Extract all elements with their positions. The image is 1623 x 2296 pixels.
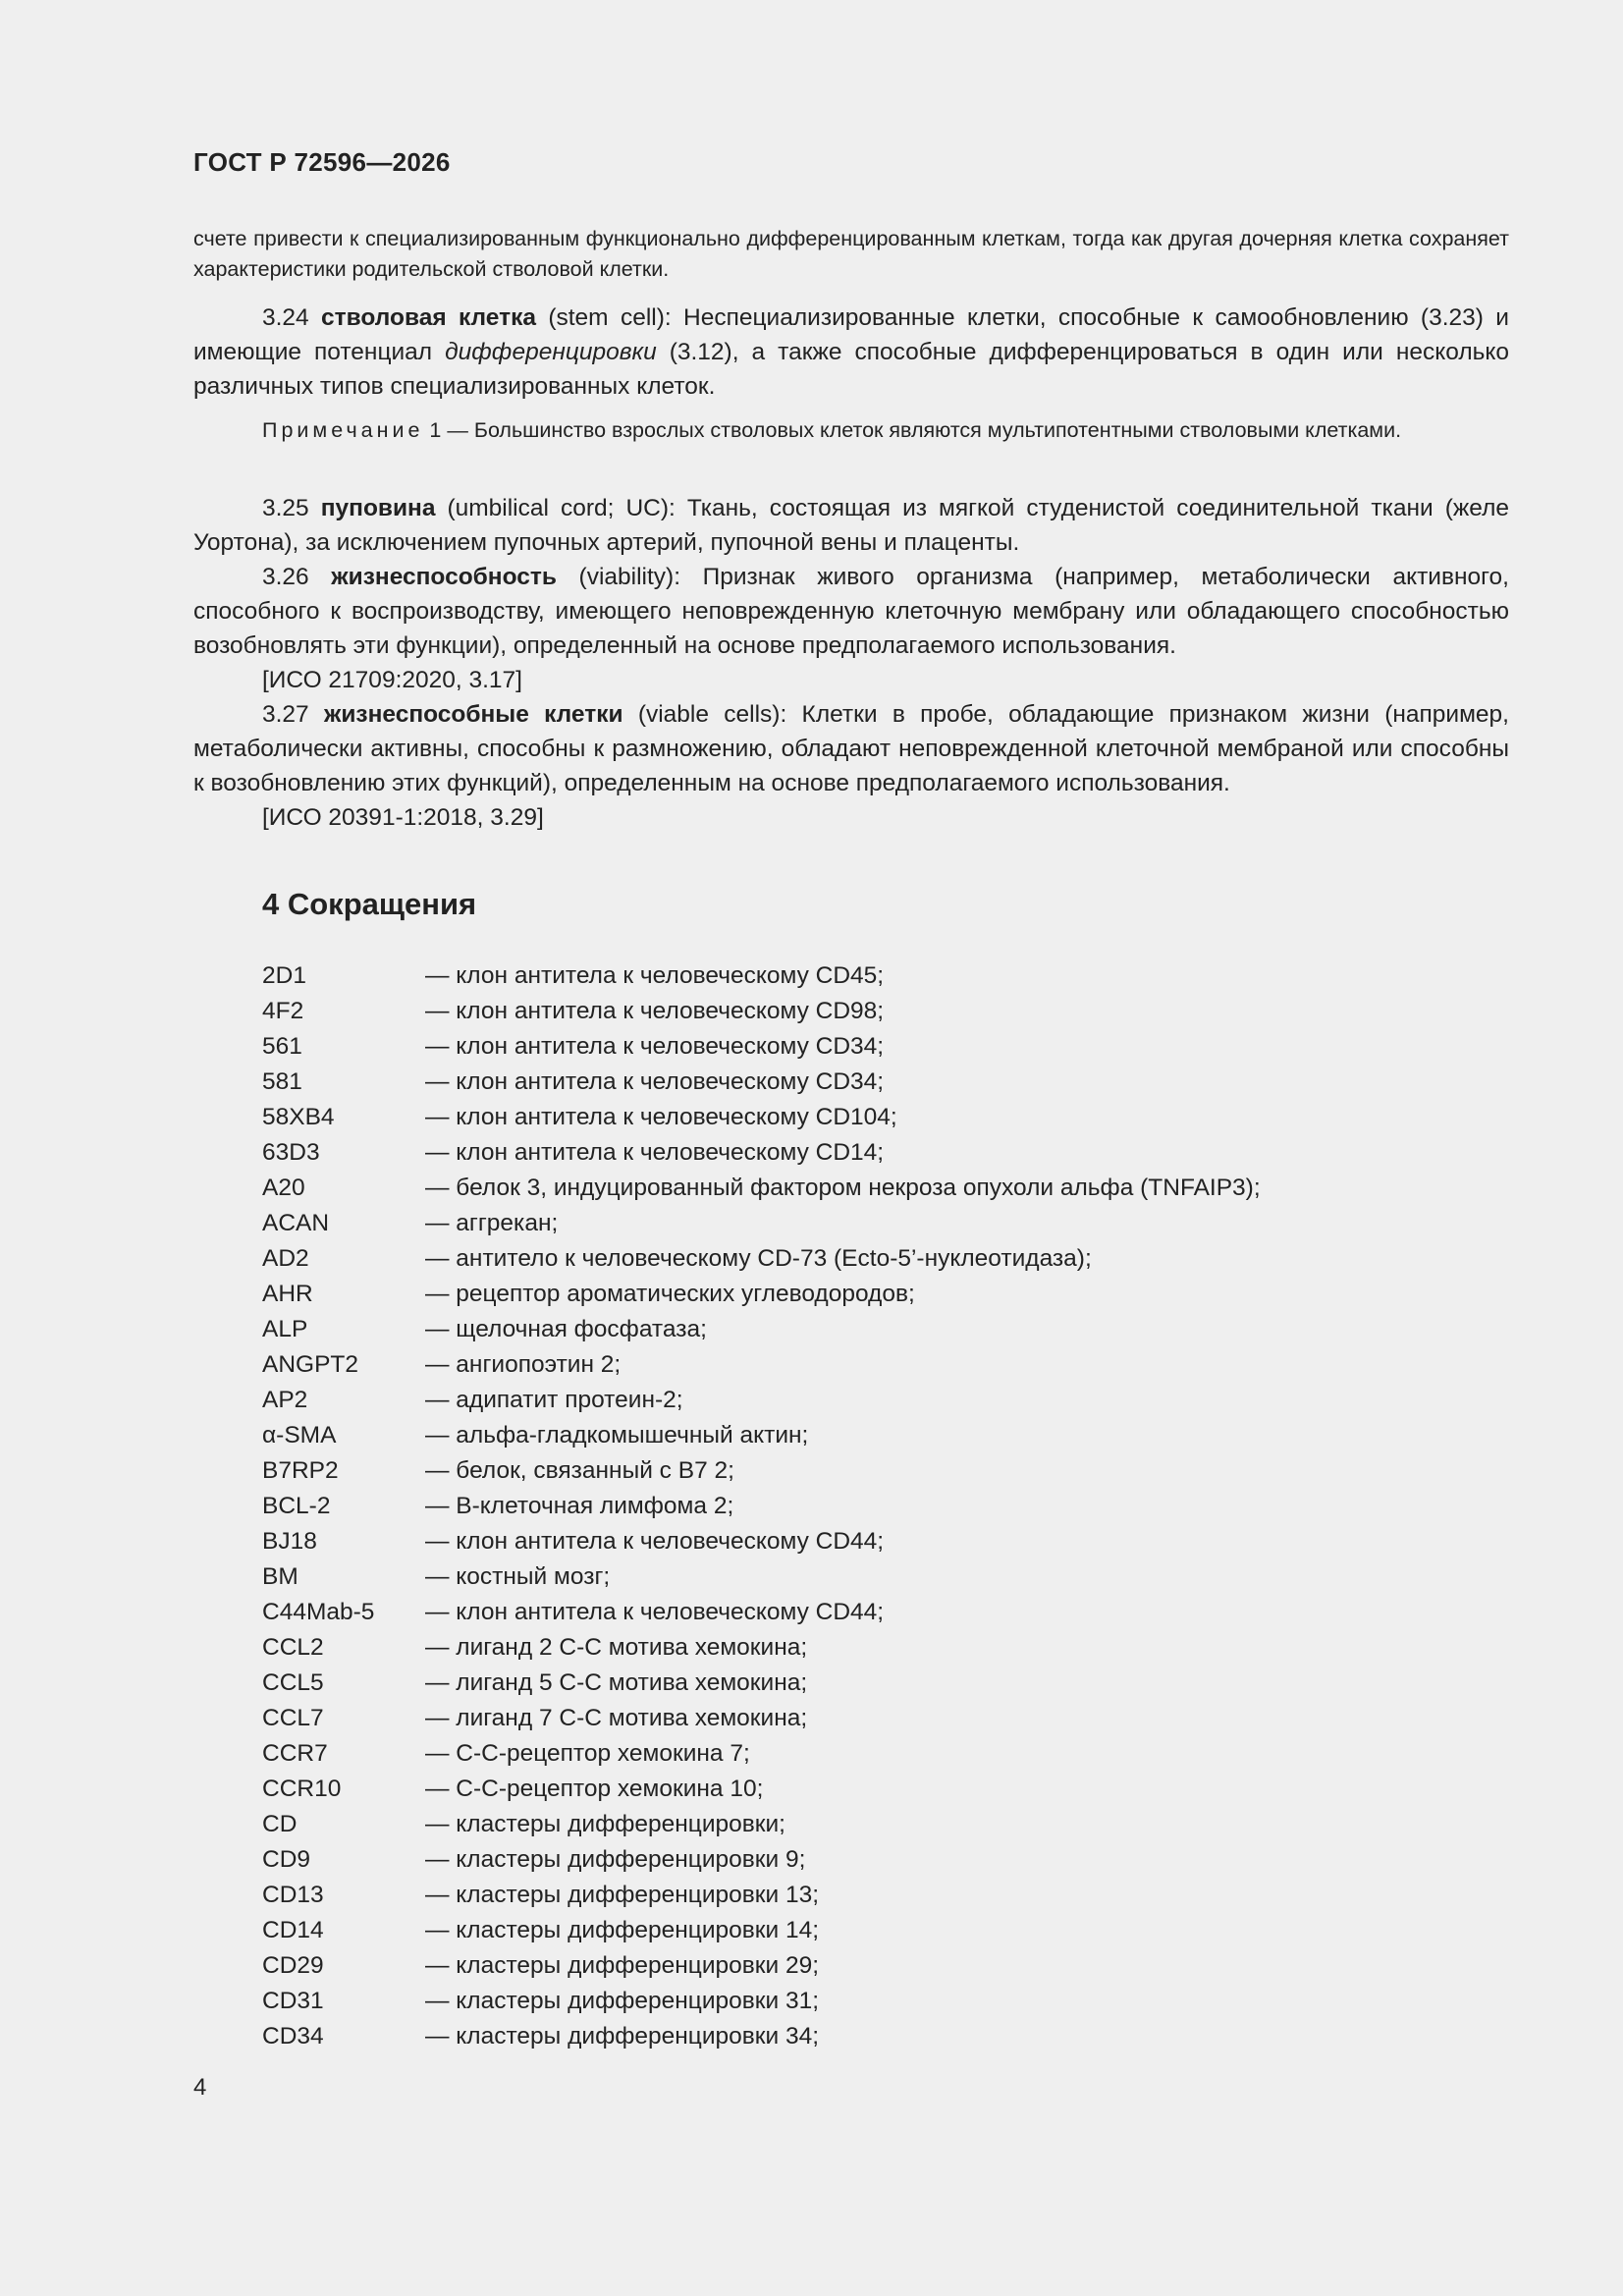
- term-name: жизнеспособность: [331, 564, 557, 590]
- term-number: 3.27: [262, 701, 324, 728]
- abbreviation-definition: — В-клеточная лимфома 2;: [425, 1493, 734, 1519]
- abbreviation-row: [262, 1630, 1261, 1666]
- abbreviation-term: 561: [262, 1033, 302, 1060]
- term-3-25-paragraph: [193, 491, 1509, 560]
- abbreviation-definition: — клон антитела к человеческому CD104;: [425, 1104, 897, 1130]
- abbreviation-term: CD: [262, 1811, 298, 1837]
- abbreviation-term: AP2: [262, 1387, 308, 1413]
- term-text-rest: (3.12), а также способные дифференцироваться в один или несколько различных типов специализированных клеток.: [193, 339, 1510, 400]
- term-italic: дифференцировки: [445, 339, 657, 365]
- abbreviation-term: CD14: [262, 1917, 324, 1943]
- abbreviation-definition: — белок 3, индуцированный фактором некроза опухоли альфа (TNFAIP3);: [425, 1175, 1261, 1201]
- abbreviation-definition: — клон антитела к человеческому CD14;: [425, 1139, 885, 1166]
- abbreviation-definition: — кластеры дифференцировки 31;: [425, 1988, 820, 2014]
- abbreviation-row: [262, 1029, 1261, 1065]
- abbreviation-definition: — кластеры дифференцировки 34;: [425, 2023, 820, 2050]
- abbreviation-definition: — клон антитела к человеческому CD44;: [425, 1528, 885, 1555]
- abbreviation-row: [262, 1418, 1261, 1453]
- abbreviation-definition: — кластеры дифференцировки 9;: [425, 1846, 806, 1873]
- abbreviation-row: [262, 1736, 1261, 1772]
- terms-block: [193, 491, 1509, 835]
- intro-paragraph: счете привести к специализированным функционально дифференцированным клеткам, тогда как другая дочерняя клетка сохраняет характеристики родительской стволовой клетки.: [193, 227, 1509, 281]
- abbreviation-term: CCR10: [262, 1776, 342, 1802]
- abbreviation-term: CD34: [262, 2023, 324, 2050]
- abbreviation-term: AD2: [262, 1245, 309, 1272]
- abbreviation-definition: — лиганд 7 C-C мотива хемокина;: [425, 1705, 808, 1731]
- abbreviation-term: BJ18: [262, 1528, 317, 1555]
- abbreviation-term: 58XB4: [262, 1104, 335, 1130]
- abbreviation-row: [262, 2019, 1261, 2054]
- abbreviation-definition: — клон антитела к человеческому CD34;: [425, 1033, 885, 1060]
- note-paragraph: [193, 415, 1509, 446]
- abbreviation-definition: — щелочная фосфатаза;: [425, 1316, 707, 1342]
- term-3-27-paragraph: [193, 697, 1509, 800]
- abbreviation-term: 2D1: [262, 962, 306, 989]
- abbreviation-definition: — альфа-гладкомышечный актин;: [425, 1422, 809, 1449]
- abbreviation-row: [262, 1701, 1261, 1736]
- abbreviation-definition: — ангиопоэтин 2;: [425, 1351, 622, 1378]
- abbreviation-term: CCL5: [262, 1669, 324, 1696]
- term-number: 3.26: [262, 564, 332, 590]
- abbreviation-definition: — кластеры дифференцировки 14;: [425, 1917, 820, 1943]
- abbreviation-term: BCL-2: [262, 1493, 331, 1519]
- abbreviation-row: [262, 1206, 1261, 1241]
- abbreviation-row: [262, 1312, 1261, 1347]
- term-text: (umbilical cord; UC): Ткань, состоящая из мягкой студенистой соединительной ткани (желе Уортона), за исключением пупочных артерий, пупочной вены и плаценты.: [193, 495, 1509, 556]
- abbreviation-definition: — белок, связанный с B7 2;: [425, 1457, 734, 1484]
- abbreviation-term: AHR: [262, 1281, 313, 1307]
- abbreviation-definition: — клон антитела к человеческому CD44;: [425, 1599, 885, 1625]
- abbreviation-term: B7RP2: [262, 1457, 339, 1484]
- abbreviation-definition: — кластеры дифференцировки 29;: [425, 1952, 820, 1979]
- abbreviation-row: [262, 1772, 1261, 1807]
- abbreviation-term: ALP: [262, 1316, 308, 1342]
- abbreviation-row: [262, 1489, 1261, 1524]
- term-3-26-paragraph: [193, 560, 1509, 663]
- note-block: [193, 415, 1509, 446]
- abbreviation-row: [262, 1984, 1261, 2019]
- abbreviation-term: 581: [262, 1068, 302, 1095]
- abbreviation-definition: — аггрекан;: [425, 1210, 559, 1236]
- intro-paragraph-block: [193, 224, 1509, 285]
- abbreviation-row: [262, 1913, 1261, 1948]
- abbreviation-definition: — антитело к человеческому CD-73 (Ecto-5’-нуклеотидаза);: [425, 1245, 1092, 1272]
- abbreviation-definition: — рецептор ароматических углеводородов;: [425, 1281, 915, 1307]
- abbreviation-row: [262, 1347, 1261, 1383]
- abbreviation-term: A20: [262, 1175, 305, 1201]
- abbreviation-definition: — лиганд 2 C-C мотива хемокина;: [425, 1634, 808, 1661]
- abbreviation-definition: — клон антитела к человеческому CD98;: [425, 998, 885, 1024]
- term-text: (stem cell): Неспециализированные клетки, способные к самообновлению (3.23) и имеющие потенциал: [193, 304, 1509, 365]
- abbreviation-term: ANGPT2: [262, 1351, 359, 1378]
- section-4-title: 4 Сокращения: [262, 887, 477, 921]
- term-number: 3.24: [262, 304, 322, 331]
- abbreviation-row: [262, 1666, 1261, 1701]
- abbreviation-row: [262, 1559, 1261, 1595]
- abbreviation-definition: — клон антитела к человеческому CD34;: [425, 1068, 885, 1095]
- note-text: 1 — Большинство взрослых стволовых клеток являются мультипотентными стволовыми клетками.: [423, 418, 1402, 442]
- term-3-24: [193, 301, 1509, 404]
- abbreviation-row: [262, 994, 1261, 1029]
- term-name: пуповина: [320, 495, 436, 521]
- abbreviation-row: [262, 1807, 1261, 1842]
- page-number: 4: [193, 2074, 207, 2101]
- abbreviation-definition: — C-C-рецептор хемокина 10;: [425, 1776, 764, 1802]
- abbreviation-term: CD9: [262, 1846, 311, 1873]
- abbreviation-list: [262, 958, 1261, 2054]
- abbreviation-term: CD29: [262, 1952, 324, 1979]
- abbreviation-row: [262, 1100, 1261, 1135]
- abbreviation-term: CCL7: [262, 1705, 324, 1731]
- abbreviation-term: CCR7: [262, 1740, 328, 1767]
- term-3-24-paragraph: [193, 301, 1509, 404]
- abbreviation-row: [262, 1453, 1261, 1489]
- abbreviation-term: 4F2: [262, 998, 304, 1024]
- abbreviation-term: CD13: [262, 1882, 324, 1908]
- abbreviation-row: [262, 1065, 1261, 1100]
- abbreviation-definition: — адипатит протеин-2;: [425, 1387, 683, 1413]
- term-text: (viable cells): Клетки в пробе, обладающие признаком жизни (например, метаболически активны, способны к размножению, обладают неповрежденной клеточной мембраной или способны к возобновлению этих функций), определенным на основе предполагаемого использования.: [193, 701, 1509, 796]
- document-header: ГОСТ Р 72596—2026: [193, 147, 451, 177]
- term-number: 3.25: [262, 495, 321, 521]
- abbreviation-row: [262, 1135, 1261, 1171]
- term-name: стволовая клетка: [321, 304, 536, 331]
- abbreviation-definition: — костный мозг;: [425, 1563, 611, 1590]
- abbreviation-term: 63D3: [262, 1139, 320, 1166]
- abbreviation-row: [262, 1241, 1261, 1277]
- term-3-27-reference: [ИСО 20391-1:2018, 3.29]: [262, 804, 544, 831]
- abbreviation-term: C44Mab-5: [262, 1599, 375, 1625]
- abbreviation-term: CCL2: [262, 1634, 324, 1661]
- abbreviation-row: [262, 1878, 1261, 1913]
- abbreviation-row: [262, 958, 1261, 994]
- abbreviation-term: CD31: [262, 1988, 324, 2014]
- abbreviation-term: ACAN: [262, 1210, 330, 1236]
- abbreviation-definition: — лиганд 5 C-C мотива хемокина;: [425, 1669, 808, 1696]
- abbreviation-definition: — кластеры дифференцировки;: [425, 1811, 785, 1837]
- abbreviation-definition: — C-C-рецептор хемокина 7;: [425, 1740, 750, 1767]
- abbreviation-term: α-SMA: [262, 1422, 337, 1449]
- note-label: Примечание: [262, 418, 424, 442]
- abbreviation-definition: — кластеры дифференцировки 13;: [425, 1882, 820, 1908]
- abbreviation-row: [262, 1595, 1261, 1630]
- abbreviation-definition: — клон антитела к человеческому CD45;: [425, 962, 885, 989]
- term-text: (viability): Признак живого организма (например, метаболически активного, способного к воспроизводству, имеющего неповрежденную клеточную мембрану или обладающего способностью возобновлять эти функции), определенный на основе предполагаемого использования.: [193, 564, 1509, 659]
- abbreviation-row: [262, 1383, 1261, 1418]
- abbreviation-row: [262, 1277, 1261, 1312]
- abbreviation-row: [262, 1171, 1261, 1206]
- abbreviation-term: BM: [262, 1563, 298, 1590]
- abbreviation-row: [262, 1948, 1261, 1984]
- abbreviation-row: [262, 1524, 1261, 1559]
- term-name: жизнеспособные клетки: [323, 701, 623, 728]
- abbreviation-row: [262, 1842, 1261, 1878]
- term-3-26-reference: [ИСО 21709:2020, 3.17]: [262, 667, 522, 693]
